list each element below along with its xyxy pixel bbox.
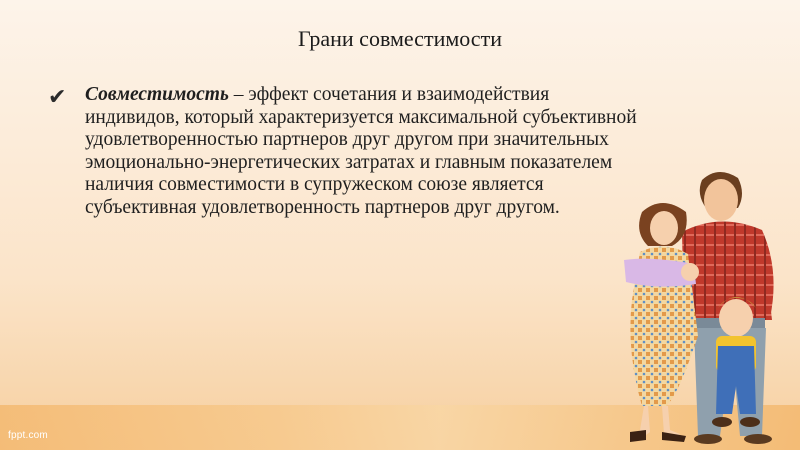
paragraph-line: субъективная удовлетворенность партнеров друг другом.	[85, 196, 560, 218]
footer-credit: fppt.com	[8, 430, 48, 441]
term: Совместимость	[85, 84, 229, 105]
definition-start: – эффект сочетания и взаимодействия	[228, 84, 550, 105]
paragraph-line-1	[85, 84, 775, 107]
paragraph-line: удовлетворенностью партнеров друг другом при значительных	[85, 129, 609, 151]
slide-title: Грани совместимости	[298, 26, 502, 51]
child-figure	[712, 297, 760, 427]
paragraph-line: эмоционально-энергетических затратах и главным показателем	[85, 151, 613, 173]
paragraph-line: индивидов, который характеризуется максимальной субъективной	[85, 106, 637, 128]
family-illustration	[590, 160, 800, 450]
paragraph-line: наличия совместимости в супружеском союзе является	[85, 174, 544, 196]
checkmark-bullet-icon: ✔	[48, 85, 67, 110]
